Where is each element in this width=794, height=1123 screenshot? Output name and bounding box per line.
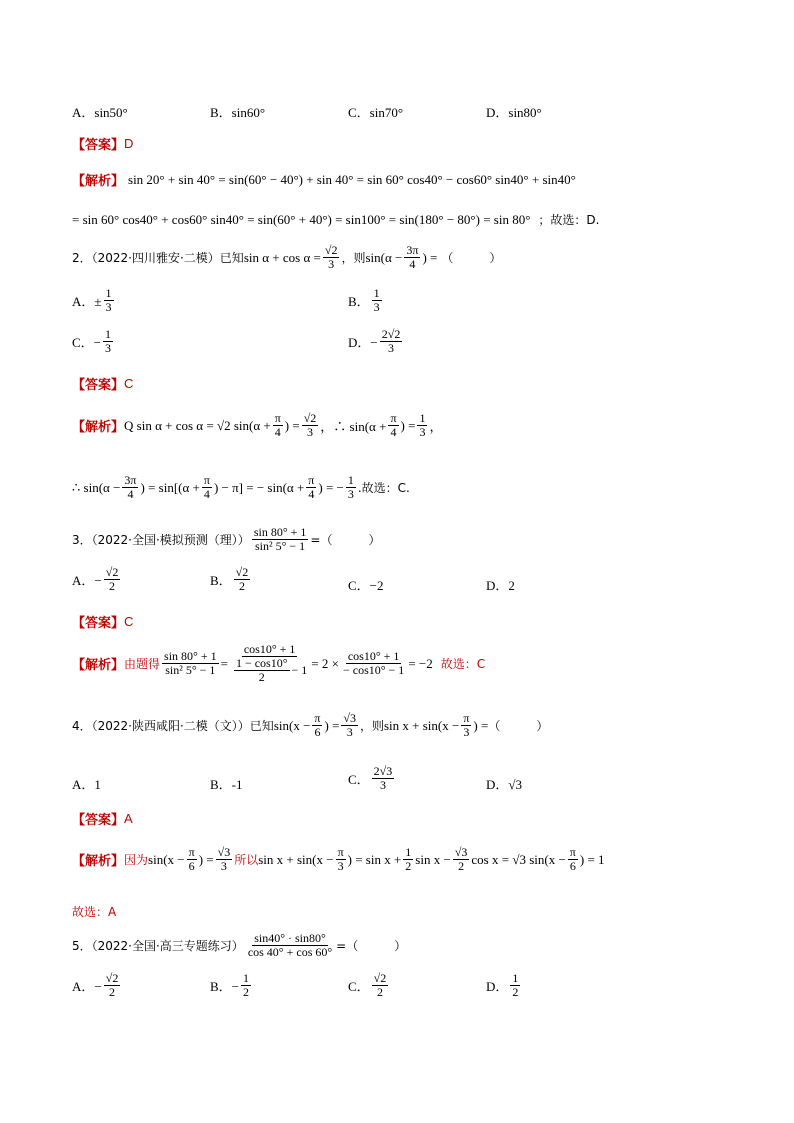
q1-option-d: D．sin80°: [486, 105, 542, 120]
q3-analysis: 【解析】 由题得 $\frac{\sin 80^\circ + 1}{\text{sin² 5° − 1}}$ = cos10° + 1 $\frac{1 - \cos 10^\circ}{2}$ − 1 = 2 × $\frac{\cos 10^\circ + 1}{- \cos 10^\circ - 1}$ = −2 故选：C: [72, 642, 486, 684]
q1-option-b: B．sin60°: [210, 105, 266, 120]
q2-option-c: C．− $\frac{1}{3}$: [72, 327, 112, 355]
q1-option-c: C．sin70°: [348, 105, 404, 120]
q3-option-a: A．− $\frac{√2}{2}$: [72, 565, 119, 593]
q5-option-d: D． $\frac{1}{2}$: [486, 971, 519, 999]
q2-analysis-line1: 【解析】 Q sin α + cos α = √2 sin(α + $\frac{\pi}{4}$ ) = $\frac{√2}{3}$ ，∴ sin(α + $\frac{\pi}{4}$ ) = $\frac{1}{3}$ ，: [72, 411, 443, 439]
q2-option-a: A．± $\frac{1}{3}$: [72, 286, 112, 314]
q2-stem: 2．（2022·四川雅安·二模）已知 sin α + cos α = $\frac{√2}{3}$ ，则 sin(α − $\frac{3\pi}{4}$ ) = （ ）: [72, 243, 502, 271]
q4-option-d: D．√3: [486, 777, 523, 792]
q1-analysis-line1: 【解析】 sin 20° + sin 40° = sin(60° − 40°) + sin 40° = sin 60° cos40° − cos60° sin40° + sin40°: [72, 171, 576, 189]
q3-option-c: C．−2: [348, 578, 384, 593]
q4-option-b: B．-1: [210, 777, 243, 792]
q3-stem: 3．（2022·全国·模拟预测（理）） $\frac{\sin 80^\circ + 1}{\text{sin² 5° − 1}}$ =（ ）: [72, 525, 381, 553]
q2-option-b: B． $\frac{1}{3}$: [348, 286, 380, 314]
q4-answer: 【答案】 A: [72, 811, 133, 828]
q4-stem: 4．（2022·陕西咸阳·二模（文））已知 sin(x − $\frac{\pi}{6}$ ) = $\frac{√3}{3}$ ，则 sin x + sin(x − $\frac{\pi}{3}$ ) = （ ）: [72, 711, 549, 739]
q4-option-a: A．1: [72, 777, 101, 792]
q4-choice: 故选：A: [72, 905, 117, 919]
q5-option-c: C． $\frac{√2}{2}$: [348, 971, 387, 999]
q3-answer: 【答案】 C: [72, 614, 134, 631]
q1-option-a: A．sin50°: [72, 105, 128, 120]
q4-option-c: C． $\frac{2√3}{3}$: [348, 764, 393, 792]
q2-option-d: D．− $\frac{2√2}{3}$: [348, 327, 401, 355]
q5-stem: 5．（2022·全国·高三专题练习） $\frac{\sin 40^\circ \cdot \sin 80^\circ}{\cos 40^\circ + \cos 60^\circ}$ =（ ）: [72, 931, 407, 959]
q4-analysis: 【解析】 因为 sin(x − $\frac{\pi}{6}$ ) = $\frac{√3}{3}$ 所以 sin x + sin(x − $\frac{\pi}{3}$ ) = sin x + $\frac{1}{2}$ sin x − $\frac{√3}{2}$ cos x = √3 sin(x − $\frac{\pi}{6}$ ) = 1: [72, 845, 605, 873]
q2-analysis-line2: ∴ sin(α − $\frac{3\pi}{4}$ ) = sin[(α + $\frac{\pi}{4}$ ) − π] = − sin(α + $\frac{\pi}{4}$ ) = − $\frac{1}{3}$ .故选：C.: [72, 473, 410, 501]
q5-option-b: B．− $\frac{1}{2}$: [210, 971, 250, 999]
q3-option-b: B． $\frac{√2}{2}$: [210, 565, 249, 593]
q3-option-d: D．2: [486, 578, 515, 593]
q5-option-a: A．− $\frac{√2}{2}$: [72, 971, 119, 999]
q2-answer: 【答案】 C: [72, 376, 134, 393]
q1-answer: 【答案】 D: [72, 136, 134, 153]
q1-analysis-line2: = sin 60° cos40° + cos60° sin40° = sin(60° + 40°) = sin100° = sin(180° − 80°) = sin 80° ；故选：D.: [72, 211, 600, 227]
